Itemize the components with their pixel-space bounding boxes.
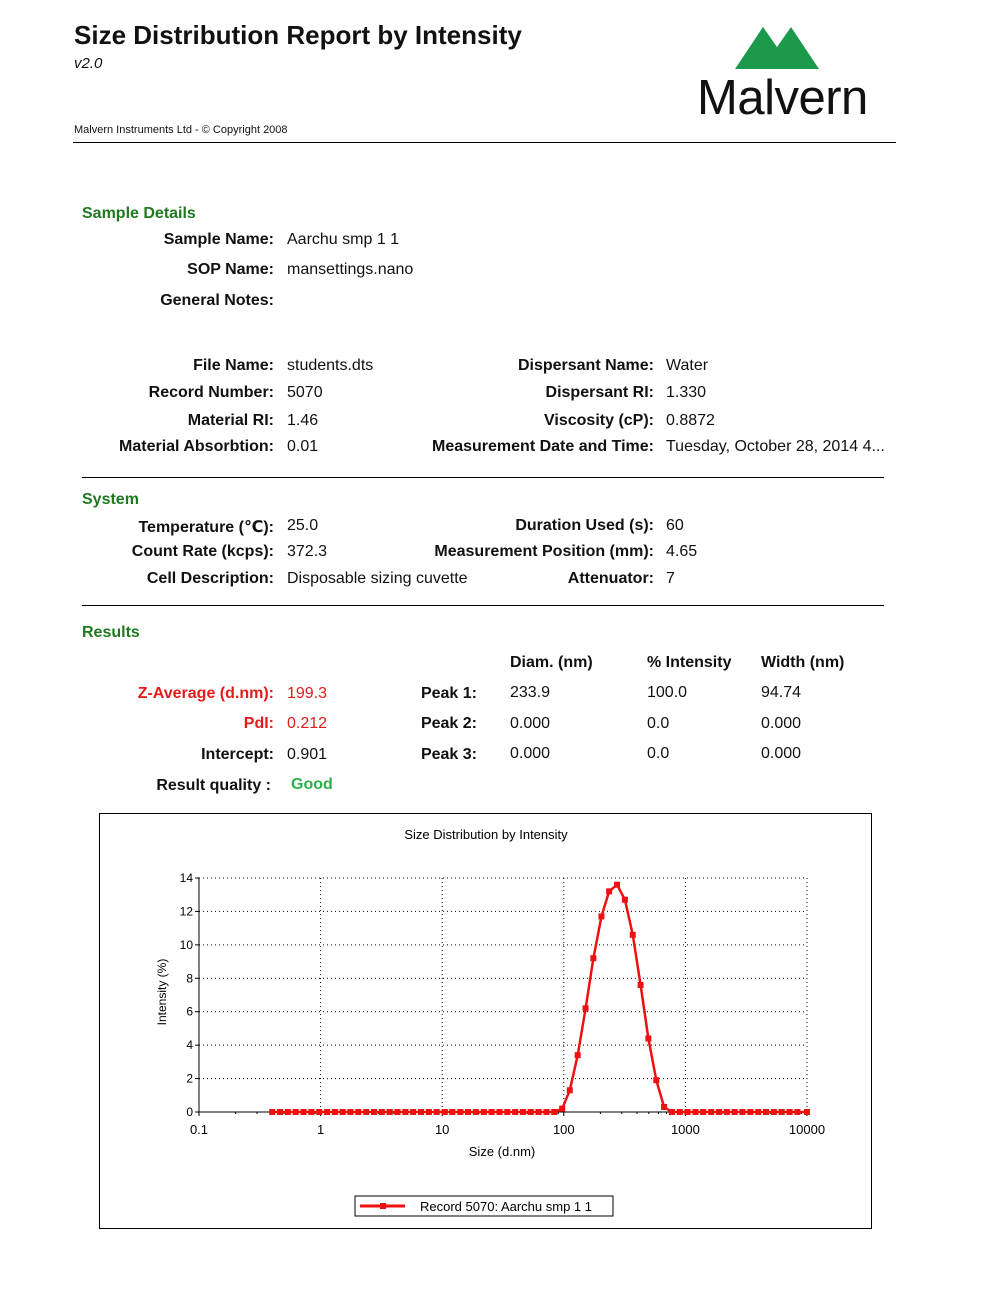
record-number-value: 5070 xyxy=(287,384,323,401)
data-point xyxy=(324,1109,330,1115)
data-point xyxy=(684,1109,690,1115)
data-point xyxy=(301,1109,307,1115)
z-average-value: 199.3 xyxy=(287,685,328,702)
chart-axes xyxy=(180,871,825,1137)
intercept-label: Intercept: xyxy=(201,746,274,763)
general-notes-label: General Notes: xyxy=(160,292,274,309)
data-point xyxy=(395,1109,401,1115)
data-point xyxy=(277,1109,283,1115)
y-tick-label: 14 xyxy=(179,871,193,885)
data-point xyxy=(692,1109,698,1115)
col-width-header: Width (nm) xyxy=(761,654,845,671)
temperature-value: 25.0 xyxy=(287,517,319,534)
duration-label: Duration Used (s): xyxy=(515,517,654,534)
data-point xyxy=(426,1109,432,1115)
y-tick-label: 12 xyxy=(179,904,193,919)
z-average-label: Z-Average (d.nm): xyxy=(137,685,274,702)
sample-details-heading: Sample Details xyxy=(82,205,196,222)
dispersant-name-value: Water xyxy=(666,357,709,374)
attenuator-label: Attenuator: xyxy=(567,570,654,587)
intercept-value: 0.901 xyxy=(287,746,328,763)
peak-2-diam: 0.000 xyxy=(510,715,551,732)
cell-description-label: Cell Description: xyxy=(146,570,274,587)
size-distribution-chart-frame xyxy=(99,813,872,1229)
data-point xyxy=(763,1109,769,1115)
data-point xyxy=(716,1109,722,1115)
file-name-value: students.dts xyxy=(287,357,374,374)
pdi-value: 0.212 xyxy=(287,715,328,732)
data-point xyxy=(497,1109,503,1115)
data-point xyxy=(755,1109,761,1115)
sample-name-value: Aarchu smp 1 1 xyxy=(287,231,400,248)
data-point xyxy=(804,1109,810,1115)
data-point xyxy=(544,1109,550,1115)
data-point xyxy=(465,1109,471,1115)
data-point xyxy=(387,1109,393,1115)
system-heading: System xyxy=(82,491,139,508)
data-point xyxy=(332,1109,338,1115)
dispersant-ri-value: 1.330 xyxy=(666,384,707,401)
data-point xyxy=(285,1109,291,1115)
data-point xyxy=(606,888,612,894)
data-point xyxy=(622,897,628,903)
chart-legend xyxy=(355,1196,613,1216)
results-heading: Results xyxy=(82,624,140,641)
data-point xyxy=(473,1109,479,1115)
section-divider xyxy=(82,477,884,478)
data-point xyxy=(779,1109,785,1115)
data-point xyxy=(638,982,644,988)
data-point xyxy=(434,1109,440,1115)
result-quality-value: Good xyxy=(291,776,333,793)
data-point xyxy=(489,1109,495,1115)
data-point xyxy=(614,882,620,888)
count-rate-label: Count Rate (kcps): xyxy=(131,543,274,560)
data-point xyxy=(449,1109,455,1115)
section-divider xyxy=(82,605,884,606)
data-point xyxy=(363,1109,369,1115)
data-point xyxy=(669,1109,675,1115)
data-point xyxy=(708,1109,714,1115)
material-ri-label: Material RI: xyxy=(187,412,274,429)
peak-1-width: 94.74 xyxy=(761,684,802,701)
y-tick-label: 4 xyxy=(186,1038,193,1053)
peak-3-width: 0.000 xyxy=(761,745,802,762)
data-point xyxy=(575,1052,581,1058)
y-tick-label: 8 xyxy=(186,971,193,986)
copyright-text: Malvern Instruments Ltd - © Copyright 2008 xyxy=(74,124,288,136)
data-point xyxy=(520,1109,526,1115)
material-absorbtion-label: Material Absorbtion: xyxy=(119,438,274,455)
chart-title: Size Distribution by Intensity xyxy=(404,827,568,842)
data-point xyxy=(347,1109,353,1115)
peak-1-diam: 233.9 xyxy=(510,684,551,701)
data-point xyxy=(371,1109,377,1115)
position-label: Measurement Position (mm): xyxy=(434,543,654,560)
sop-name-value: mansettings.nano xyxy=(287,261,414,278)
chart-x-axis-label: Size (d.nm) xyxy=(468,1144,536,1159)
peak-1-intensity: 100.0 xyxy=(647,684,688,701)
chart-grid xyxy=(199,878,807,1112)
legend-marker-swatch xyxy=(380,1203,386,1209)
viscosity-value: 0.8872 xyxy=(666,412,715,429)
chart-series-layer xyxy=(269,882,810,1115)
cell-description-value: Disposable sizing cuvette xyxy=(287,570,468,587)
data-point xyxy=(481,1109,487,1115)
peak-3-label: Peak 3: xyxy=(420,746,477,763)
data-point xyxy=(442,1109,448,1115)
malvern-logo-text: Malvern xyxy=(697,71,868,125)
data-point xyxy=(308,1109,314,1115)
y-tick-label: 10 xyxy=(179,937,193,952)
dispersant-name-label: Dispersant Name: xyxy=(517,357,654,374)
data-point xyxy=(559,1106,565,1112)
file-name-label: File Name: xyxy=(193,357,274,374)
temperature-label: Temperature (℃): xyxy=(138,519,274,536)
data-point xyxy=(551,1109,557,1115)
peak-3-intensity: 0.0 xyxy=(647,745,670,762)
data-point xyxy=(379,1109,385,1115)
pdi-label: PdI: xyxy=(243,715,274,732)
chart-y-axis-label: Intensity (%) xyxy=(155,958,169,1026)
record-number-label: Record Number: xyxy=(148,384,274,401)
x-tick-label: 1 xyxy=(316,1122,325,1137)
data-point xyxy=(645,1035,651,1041)
duration-value: 60 xyxy=(666,517,684,534)
data-point xyxy=(653,1077,659,1083)
data-point xyxy=(740,1109,746,1115)
peak-2-intensity: 0.0 xyxy=(647,715,670,732)
report-version: v2.0 xyxy=(74,55,103,72)
data-point xyxy=(316,1109,322,1115)
data-point xyxy=(457,1109,463,1115)
data-point xyxy=(402,1109,408,1115)
data-point xyxy=(771,1109,777,1115)
x-tick-label: 1000 xyxy=(670,1122,700,1137)
data-point xyxy=(355,1109,361,1115)
data-point xyxy=(590,955,596,961)
data-point xyxy=(630,932,636,938)
series-line xyxy=(272,885,807,1112)
x-tick-label: 10000 xyxy=(788,1122,826,1137)
data-point xyxy=(724,1109,730,1115)
col-intensity-header: % Intensity xyxy=(647,654,732,671)
data-point xyxy=(269,1109,275,1115)
peak-2-width: 0.000 xyxy=(761,715,802,732)
peak-2-label: Peak 2: xyxy=(420,715,477,732)
peak-1-label: Peak 1: xyxy=(420,685,477,702)
y-tick-label: 6 xyxy=(186,1004,193,1019)
data-point xyxy=(512,1109,518,1115)
data-point xyxy=(787,1109,793,1115)
viscosity-label: Viscosity (cP): xyxy=(544,412,654,429)
data-point xyxy=(504,1109,510,1115)
sop-name-label: SOP Name: xyxy=(187,261,274,278)
x-tick-label: 100 xyxy=(552,1122,575,1137)
dispersant-ri-label: Dispersant RI: xyxy=(545,384,654,401)
header-divider xyxy=(73,142,896,143)
material-ri-value: 1.46 xyxy=(287,412,319,429)
data-point xyxy=(536,1109,542,1115)
result-quality-label: Result quality : xyxy=(156,777,271,794)
legend-entry-label: Record 5070: Aarchu smp 1 1 xyxy=(420,1199,592,1214)
data-point xyxy=(340,1109,346,1115)
y-tick-label: 0 xyxy=(186,1105,193,1119)
position-value: 4.65 xyxy=(666,543,698,560)
material-absorbtion-value: 0.01 xyxy=(287,438,319,455)
data-point xyxy=(528,1109,534,1115)
attenuator-value: 7 xyxy=(666,570,675,587)
count-rate-value: 372.3 xyxy=(287,543,328,560)
size-distribution-chart xyxy=(100,814,871,1228)
data-point xyxy=(732,1109,738,1115)
data-point xyxy=(677,1109,683,1115)
measurement-date-label: Measurement Date and Time: xyxy=(432,438,654,455)
data-point xyxy=(794,1109,800,1115)
sample-name-label: Sample Name: xyxy=(163,231,274,248)
data-point xyxy=(418,1109,424,1115)
data-point xyxy=(598,913,604,919)
data-point xyxy=(747,1109,753,1115)
col-diam-header: Diam. (nm) xyxy=(510,654,593,671)
measurement-date-value: Tuesday, October 28, 2014 4... xyxy=(666,438,885,455)
data-point xyxy=(567,1087,573,1093)
data-point xyxy=(700,1109,706,1115)
report-title: Size Distribution Report by Intensity xyxy=(74,20,522,50)
data-point xyxy=(410,1109,416,1115)
x-tick-label: 10 xyxy=(434,1122,450,1137)
x-tick-label: 0.1 xyxy=(189,1122,209,1137)
y-tick-label: 2 xyxy=(186,1071,193,1086)
data-point xyxy=(583,1005,589,1011)
data-point xyxy=(293,1109,299,1115)
peak-3-diam: 0.000 xyxy=(510,745,551,762)
data-point xyxy=(661,1104,667,1110)
